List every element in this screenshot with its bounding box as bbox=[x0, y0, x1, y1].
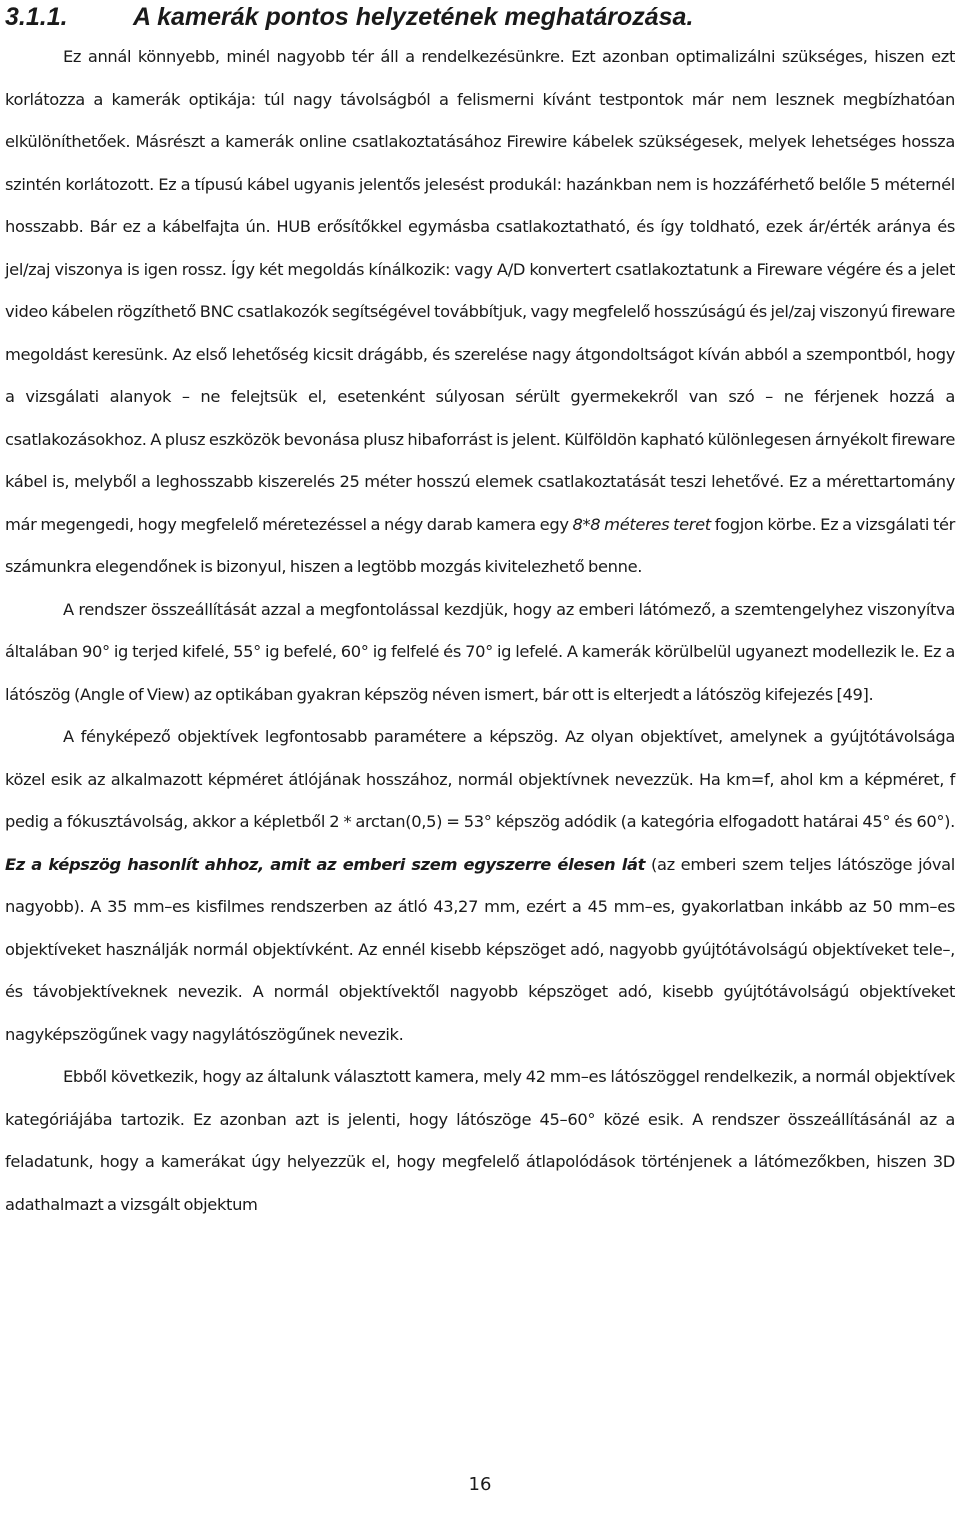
section-title: A kamerák pontos helyzetének meghatározása. bbox=[133, 3, 694, 31]
paragraph-4 bbox=[5, 1056, 955, 1226]
paragraph-3 bbox=[5, 716, 955, 1056]
paragraph-3-text: A fényképező objektívek legfontosabb paramétere a képszög. Az olyan objektívet, amelynek a gyújtótávolsága közel esik az alkalmazott képméret átlójának hosszához, normál objektívnek nevezzük. Ha km=f, ahol km a képméret, f pedig a fókusztávolság, akkor a képletből 2 * arctan(0,5) = 53° képszög adódik (a kategória elfogadott határai 45° és 60°). bbox=[5, 727, 955, 831]
page-number: 16 bbox=[468, 1474, 492, 1495]
paragraph-4-text: Ebből következik, hogy az általunk választott kamera, mely 42 mm–es látószöggel rendelkezik, a normál objektívek kategóriájába tartozik. Ez azonban azt is jelenti, hogy látószöge 45–60° közé esik. A rendszer összeállításánál az a feladatunk, hogy a kamerákat úgy helyezzük el, hogy megfelelő átlapolódások történjenek a látómezőkben, hiszen 3D adathalmazt a vizsgált objektum bbox=[5, 1067, 955, 1214]
paragraph-2 bbox=[5, 589, 955, 717]
paragraph-1-text: Ez annál könnyebb, minél nagyobb tér áll a rendelkezésünkre. Ezt azonban optimalizálni szükséges, hiszen ezt korlátozza a kamerák optikája: túl nagy távolságból a felismerni kívánt testpontok már nem lesznek megbízhatóan elkülöníthetőek. Másrészt a kamerák online csatlakoztatásához Firewire kábelek szükségesek, melyek lehetséges hossza szintén korlátozott. Ez a típusú kábel ugyanis jelentős jelesést produkál: hazánkban nem is hozzáférhető belőle 5 méternél hosszabb. Bár ez a kábelfajta ún. HUB erősítőkkel egymásba csatlakoztatható, és így toldható, ezek ár/érték aránya és jel/zaj viszonya is igen rossz. Így két megoldás kínálkozik: vagy A/D konvertert csatlakoztatunk a Fireware végére és a jelet video kábelen rögzíthető BNC csatlakozók segítségével továbbítjuk, vagy megfelelő hosszúságú és jel/zaj viszonyú fireware megoldást keresünk. Az első lehetőség kicsit drágább, és szerelése nagy átgondoltságot kíván abból a szempontból, hogy a vizsgálati alanyok – ne felejtsük el, esetenként súlyosan sérült gyermekekről van szó – ne férjenek hozzá a csatlakozásokhoz. A plusz eszközök bevonása plusz hibaforrást is jelent. Külföldön kapható különlegesen árnyékolt fireware kábel is, melyből a leghosszabb kiszerelés 25 méter hosszú elemek csatlakoztatását teszi lehetővé. Ez a mérettartomány már megengedi, hogy megfelelő méretezéssel a négy darab kamera egy bbox=[5, 47, 955, 534]
section-heading bbox=[5, 0, 955, 34]
paragraph-1 bbox=[5, 34, 955, 589]
paragraph-1-text-after: fogjon körbe. Ez a vizsgálati tér számunkra elegendőnek is bizonyul, hiszen a legtöbb mozgás kivitelezhető benne. bbox=[5, 514, 956, 576]
paragraph-3-emphasis: Ez a képszög hasonlít ahhoz, amit az emberi szem egyszerre élesen lát bbox=[5, 854, 646, 874]
paragraph-1-italic: 8*8 méteres teret bbox=[572, 514, 711, 534]
section-number: 3.1.1. bbox=[5, 3, 68, 31]
paragraph-2-text: A rendszer összeállítását azzal a megfontolással kezdjük, hogy az emberi látómező, a szemtengelyhez viszonyítva általában 90° ig terjed kifelé, 55° ig befelé, 60° ig felfelé és 70° ig lefelé. A kamerák körülbelül ugyanezt modellezik le. Ez a látószög (Angle of View) az optikában gyakran képszög néven ismert, bár ott is elterjedt a látószög kifejezés [49]. bbox=[5, 599, 955, 704]
paragraph-3-text-after: (az emberi szem teljes látószöge jóval nagyobb). A 35 mm–es kisfilmes rendszerben az átló 43,27 mm, ezért a 45 mm–es, gyakorlatban inkább az 50 mm–es objektíveket használják normál objektívként. Az ennél kisebb képszöget adó, nagyobb gyújtótávolságú objektíveket tele–, és távobjektíveknek nevezik. A normál objektívektől nagyobb képszöget adó, kisebb gyújtótávolságú objektíveket nagyképszögűnek vagy nagylátószögűnek nevezik. bbox=[5, 854, 955, 1044]
